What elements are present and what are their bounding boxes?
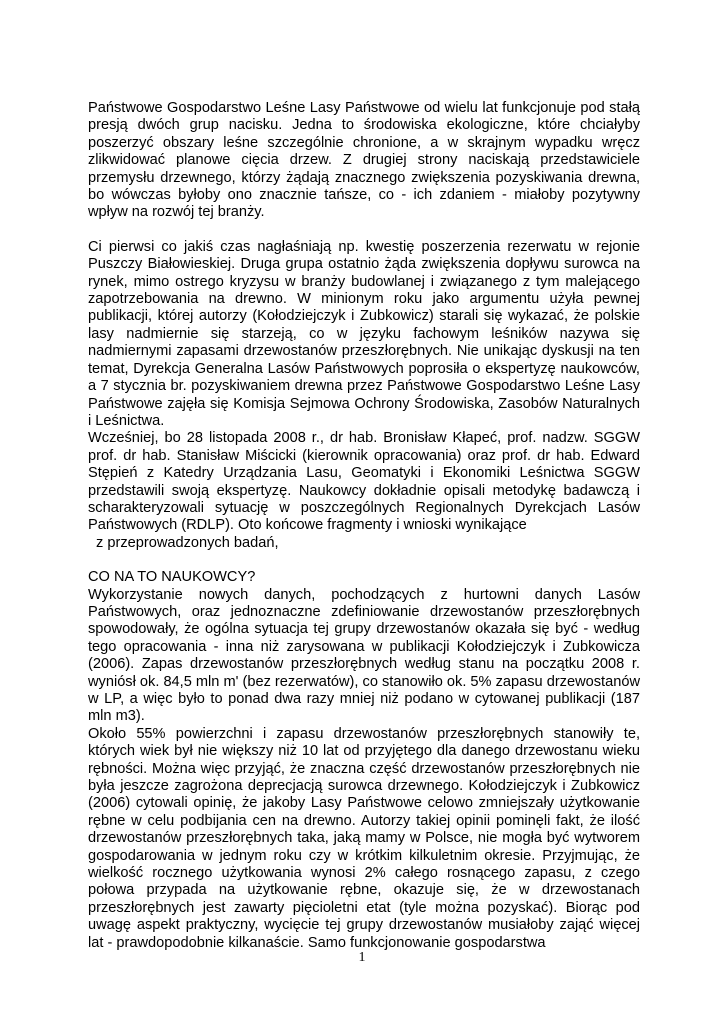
paragraph-spacer (88, 222, 640, 239)
paragraph-ecologists: Ci pierwsi co jakiś czas nagłaśniają np. kwestię poszerzenia rezerwatu w rejonie Puszczy Białowieskiej. Druga grupa ostatnio żąda zwiększenia dopływu surowca na rynek, mimo ostrego kryzysu w branży budowlanej i związanego z tym malejącego zapotrzebowania na drewno. W minionym roku jako argumentu użyła pewnej publikacji, której autorzy (Kołodziejczyk i Zubkowicz) starali się wykazać, że polskie lasy nadmiernie się starzeją, co w języku fachowym leśników nazywa się nadmiernymi zapasami drzewostanów przeszłorębnych. Nie unikając dyskusji na ten temat, Dyrekcja Generalna Lasów Państwowych poprosiła o ekspertyzę naukowców, a 7 stycznia br. pozyskiwaniem drewna przez Państwowe Gospodarstwo Leśne Lasy Państwowe zajęła się Komisja Sejmowa Ochrony Środowiska, Zasobów Naturalnych i Leśnictwa. (88, 238, 640, 429)
paragraph-overmature-stands: Około 55% powierzchni i zapasu drzewostanów przeszłorębnych stanowiły te, których wiek był nie większy niż 10 lat od przyjętego dla danego drzewostanu wieku rębności. Można więc przyjąć, że znaczna część drzewostanów przeszłorębnych nie była jeszcze zagrożona deprecjacją surowca drzewnego. Kołodziejczyk i Zubkowicz (2006) cytowali opinię, że jakoby Lasy Państwowe celowo zmniejszały użytkowanie rębne w celu podbijania cen na drewno. Autorzy takiej opinii pominęli fakt, że ilość drzewostanów przeszłorębnych taka, jaką mamy w Polsce, nie mogła być wytworem gospodarowania w jednym roku czy w krótkim kilkuletnim okresie. Przyjmując, że wielkość rocznego użytkowania wynosi 2% całego rosnącego zapasu, z czego połowa przypada na użytkowanie rębne, okazuje się, że w drzewostanach przeszłorębnych jest zawarty pięcioletni etat (tyle można pozyskać). Biorąc pod uwagę aspekt praktyczny, wycięcie tej grupy drzewostanów musiałoby zająć więcej lat - prawdopodobnie kilkanaście. Samo funkcjonowanie gospodarstwa (88, 725, 640, 951)
paragraph-experts-tail: z przeprowadzonych badań, (96, 534, 279, 551)
paragraph-new-data: Wykorzystanie nowych danych, pochodzących z hurtowni danych Lasów Państwowych, oraz jednoznaczne zdefiniowanie drzewostanów przeszłorębnych spowodowały, że ogólna sytuacja tej grupy drzewostanów okazała się być - według tego opracowania - inna niż zarysowana w publikacji Kołodziejczyk i Zubkowicza (2006). Zapas drzewostanów przeszłorębnych według stanu na początku 2008 r. wyniósł ok. 84,5 mln m' (bez rezerwatów), co stanowiło ok. 5% zapasu drzewostanów w LP, a więc było to ponad dwa razy mniej niż podano w cytowanej publikacji (187 mln m3). (88, 586, 640, 725)
paragraph-intro: Państwowe Gospodarstwo Leśne Lasy Państwowe od wielu lat funkcjonuje pod stałą presją dwóch grup nacisku. Jedna to środowiska ekologiczne, które chciałyby poszerzyć obszary leśne szczególnie chronione, a w skrajnym wypadku wręcz zlikwidować planowe cięcia drzew. Z drugiej strony naciskają przedstawiciele przemysłu drzewnego, którzy żądają znacznego zwiększenia pozyskiwania drewna, bo wówczas byłoby ono znacznie tańsze, co - ich zdaniem - miałoby pozytywny wpływ na rozwój tej branży. (88, 100, 640, 221)
paragraph-spacer (88, 552, 640, 569)
document-page (88, 100, 640, 952)
page-number: 1 (358, 950, 366, 965)
section-heading: CO NA TO NAUKOWCY? (88, 569, 256, 586)
paragraph-experts: Wcześniej, bo 28 listopada 2008 r., dr hab. Bronisław Kłapeć, prof. nadzw. SGGW prof. dr hab. Stanisław Miścicki (kierownik opracowania) oraz prof. dr hab. Edward Stępień z Katedry Urządzania Lasu, Geomatyki i Ekonomiki Leśnictwa SGGW przedstawili swoją ekspertyzę. Naukowcy dokładnie opisali metodykę badawczą i scharakteryzowali sytuację w poszczególnych Regionalnych Dyrekcjach Lasów Państwowych (RDLP). Oto końcowe fragmenty i wnioski wynikające (88, 430, 640, 534)
